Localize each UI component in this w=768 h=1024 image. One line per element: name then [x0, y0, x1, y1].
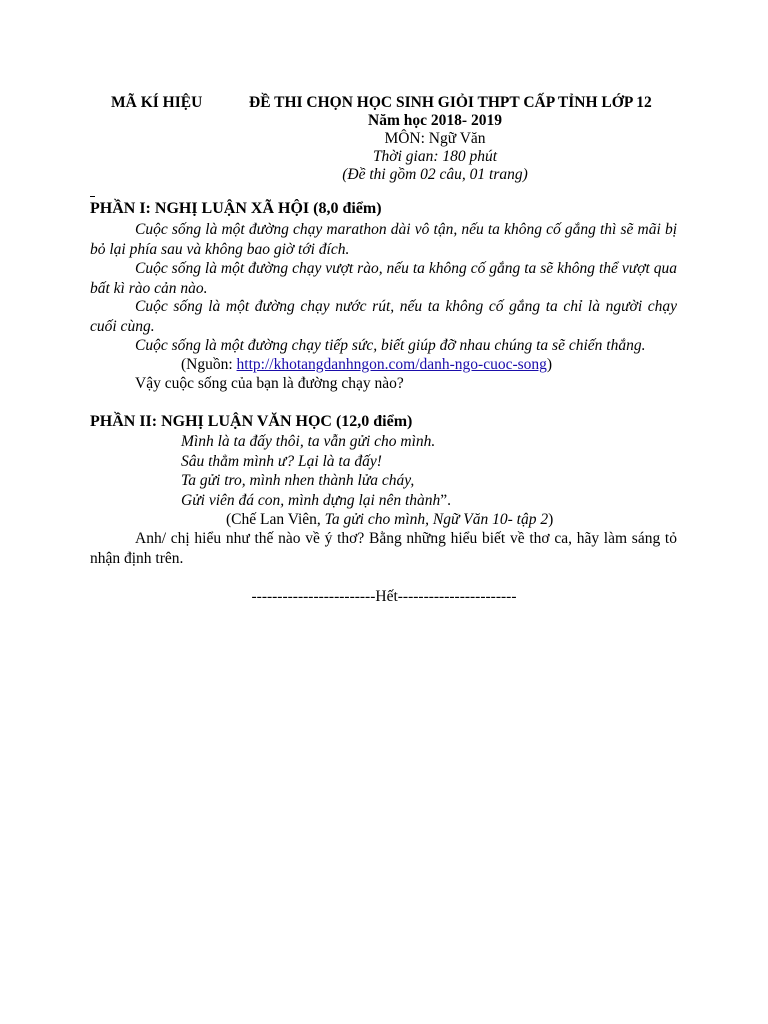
part1-quote-2: [90, 259, 677, 298]
citation-work: Ta gửi cho mình, Ngữ Văn 10- tập 2: [324, 511, 549, 528]
quote-text: Cuộc sống là một đường chạy marathon dài vô tận, nếu ta không cố gắng thì sẽ mãi bị bỏ lại phía sau và không bao giờ tới đích.: [90, 221, 677, 258]
part1-question: Vậy cuộc sống của bạn là đường chạy nào?: [135, 375, 404, 392]
end-marker: ------------------------Hết-----------------------: [251, 588, 517, 605]
part1-source: [181, 355, 552, 375]
part1-quote-4: [90, 336, 677, 356]
duration: Thời gian: 180 phút: [372, 148, 498, 165]
source-prefix: (Nguồn:: [181, 356, 237, 373]
stray-mark: [90, 196, 95, 197]
quote-text: Cuộc sống là một đường chạy vượt rào, nếu ta không cố gắng ta sẽ không thể vượt qua bất kì rào cản nào.: [90, 260, 677, 297]
code-label: MÃ KÍ HIỆU: [111, 94, 203, 111]
part2-heading: PHẦN II: NGHỊ LUẬN VĂN HỌC (12,0 điểm): [90, 413, 413, 430]
part2-question: [90, 529, 677, 568]
poem-line-4-text: Gửi viên đá con, mình dựng lại nên thành: [181, 492, 441, 509]
question-text: Anh/ chị hiểu như thế nào về ý thơ? Bằng những hiểu biết về thơ ca, hãy làm sáng tỏ nhận định trên.: [90, 530, 677, 567]
quote-text: Cuộc sống là một đường chạy tiếp sức, biết giúp đỡ nhau chúng ta sẽ chiến thắng.: [135, 337, 646, 354]
part1-quote-3: [90, 297, 677, 336]
poem-line-1: Mình là ta đấy thôi, ta vẫn gửi cho mình.: [181, 433, 436, 450]
citation-prefix: (Chế Lan Viên,: [226, 511, 325, 528]
part1-heading: PHẦN I: NGHỊ LUẬN XÃ HỘI (8,0 điểm): [90, 200, 382, 217]
poem-citation: [226, 510, 553, 530]
poem-line-3: Ta gửi tro, mình nhen thành lửa cháy,: [181, 472, 415, 489]
source-link[interactable]: http://khotangdanhngon.com/danh-ngo-cuoc-song: [236, 356, 547, 373]
poem-line-4: [181, 491, 451, 511]
poem-close-quote: ”.: [440, 492, 452, 509]
source-suffix: ): [546, 356, 553, 373]
subject: MÔN: Ngữ Văn: [384, 130, 486, 147]
quote-text: Cuộc sống là một đường chạy nước rút, nếu ta không cố gắng ta chỉ là người chạy cuối cùng.: [90, 298, 677, 335]
exam-title: ĐỀ THI CHỌN HỌC SINH GIỎI THPT CẤP TỈNH LỚP 12: [249, 94, 652, 111]
citation-suffix: ): [548, 511, 554, 528]
poem-line-2: Sâu thẳm mình ư? Lại là ta đấy!: [181, 453, 382, 470]
exam-note: (Đề thi gồm 02 câu, 01 trang): [342, 166, 528, 183]
part1-quote-1: [90, 220, 677, 259]
school-year: Năm học 2018- 2019: [368, 112, 502, 129]
